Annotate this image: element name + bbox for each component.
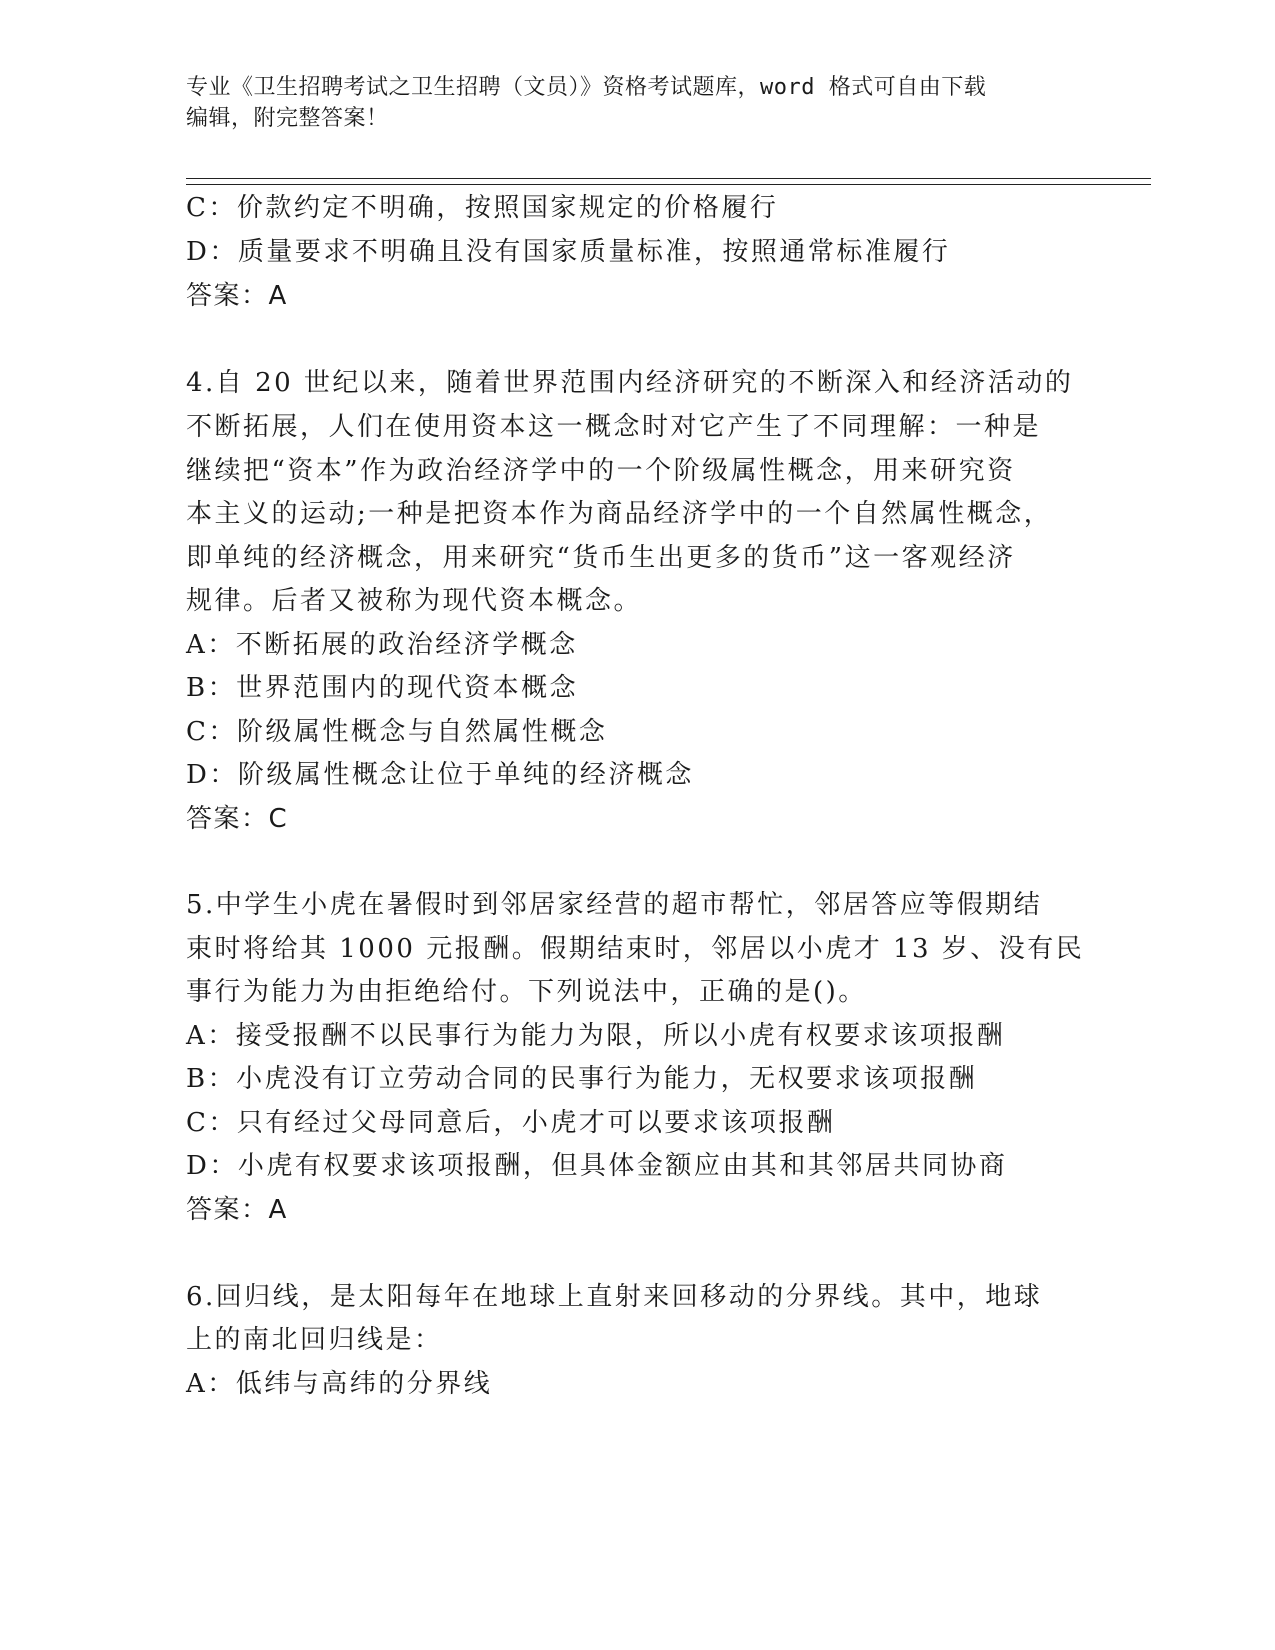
q5-stem-line: 5.中学生小虎在暑假时到邻居家经营的超市帮忙，邻居答应等假期结 (186, 890, 1043, 920)
header-line-2: 编辑，附完整答案！ (186, 106, 389, 131)
q5-stem-line: 束时将给其 1000 元报酬。假期结束时，邻居以小虎才 13 岁、没有民 (186, 934, 1085, 964)
q5-option-c: C：只有经过父母同意后，小虎才可以要求该项报酬 (186, 1108, 836, 1138)
q3-option-c: C：价款约定不明确，按照国家规定的价格履行 (186, 193, 779, 223)
q4-answer: 答案：C (186, 804, 289, 834)
header-line-1: 专业《卫生招聘考试之卫生招聘（文员）》资格考试题库，word 格式可自由下载 (186, 75, 987, 100)
document-header (186, 72, 1066, 134)
q4-option-a: A：不断拓展的政治经济学概念 (186, 630, 578, 660)
q6-stem-line: 6.回归线，是太阳每年在地球上直射来回移动的分界线。其中，地球 (186, 1282, 1043, 1312)
q5-option-b: B：小虎没有订立劳动合同的民事行为能力，无权要求该项报酬 (186, 1064, 978, 1094)
q5-option-a: A：接受报酬不以民事行为能力为限，所以小虎有权要求该项报酬 (186, 1021, 1006, 1051)
q4-stem-line: 继续把“资本”作为政治经济学中的一个阶级属性概念，用来研究资 (186, 456, 1016, 486)
q3-answer: 答案：A (186, 281, 288, 311)
q4-stem-line: 规律。后者又被称为现代资本概念。 (186, 586, 643, 616)
q3-option-d: D：质量要求不明确且没有国家质量标准，按照通常标准履行 (186, 237, 951, 267)
q4-option-b: B：世界范围内的现代资本概念 (186, 673, 579, 703)
q4-option-d: D：阶级属性概念让位于单纯的经济概念 (186, 760, 694, 790)
q5-option-d: D：小虎有权要求该项报酬，但具体金额应由其和其邻居共同协商 (186, 1151, 1008, 1181)
q6-option-a: A：低纬与高纬的分界线 (186, 1369, 493, 1399)
q4-stem-line: 即单纯的经济概念，用来研究“货币生出更多的货币”这一客观经济 (186, 543, 1016, 573)
q6-stem-line: 上的南北回归线是： (186, 1325, 443, 1355)
header-divider-top (186, 178, 1151, 179)
q4-stem-line: 本主义的运动;一种是把资本作为商品经济学中的一个自然属性概念， (186, 499, 1053, 529)
q4-stem-line: 4.自 20 世纪以来，随着世界范围内经济研究的不断深入和经济活动的 (186, 368, 1074, 398)
q4-option-c: C：阶级属性概念与自然属性概念 (186, 717, 608, 747)
q5-stem-line: 事行为能力为由拒绝给付。下列说法中，正确的是()。 (186, 977, 867, 1007)
q5-answer: 答案：A (186, 1195, 288, 1225)
q4-stem-line: 不断拓展，人们在使用资本这一概念时对它产生了不同理解：一种是 (186, 412, 1042, 442)
header-divider-bottom (186, 184, 1151, 185)
